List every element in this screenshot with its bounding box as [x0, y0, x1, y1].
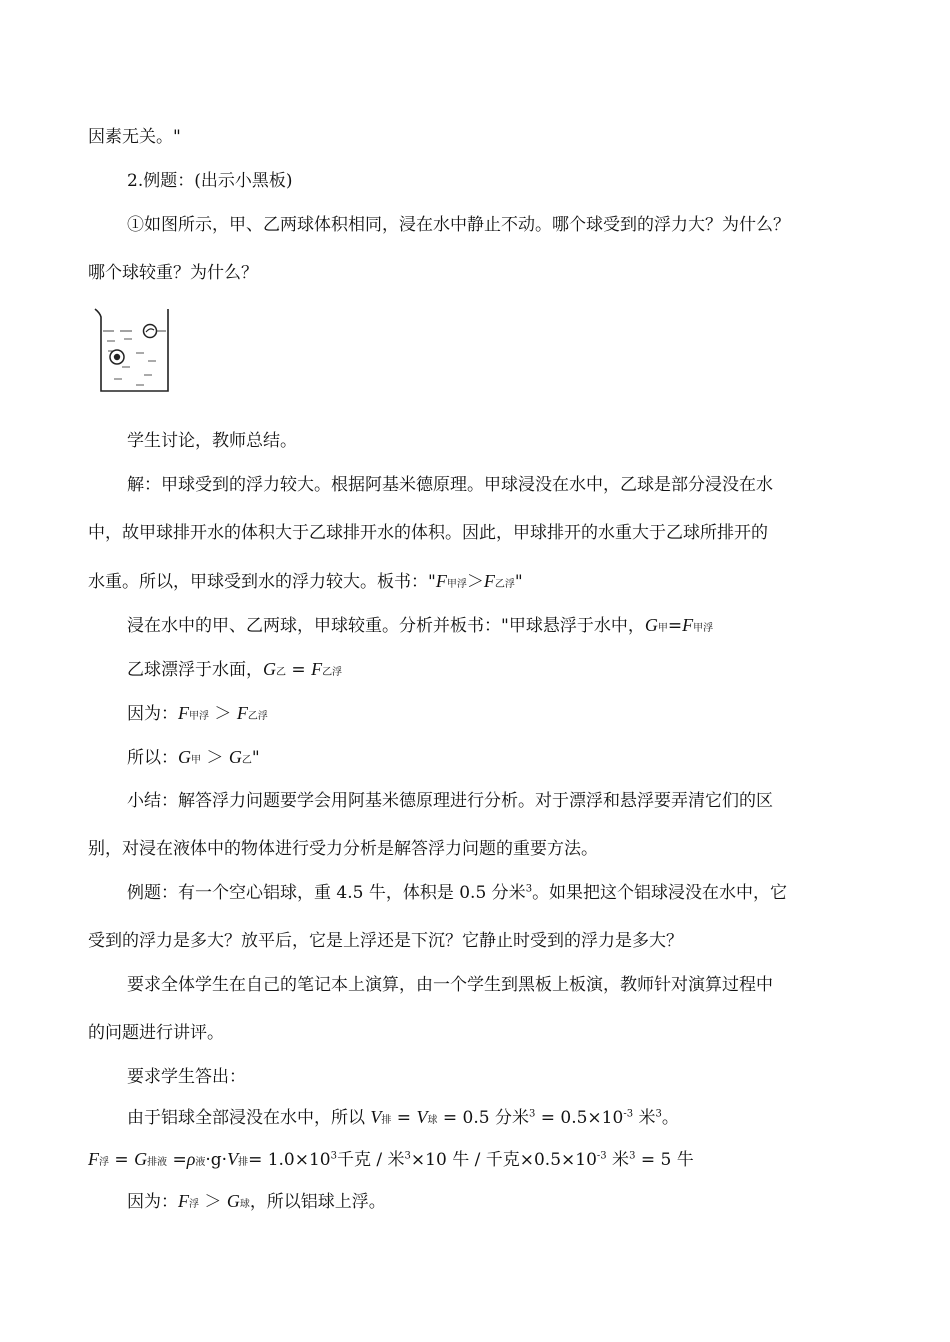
- text-line: 因素无关。": [88, 127, 181, 147]
- weight-symbol: G: [226, 1191, 240, 1211]
- text: = 0.5 分米: [437, 1108, 529, 1128]
- subscript: 甲: [191, 755, 201, 766]
- subscript: 乙浮: [247, 711, 268, 722]
- text: 所以：: [127, 748, 178, 768]
- subscript: 浮: [99, 1157, 109, 1168]
- subscript: 乙: [276, 667, 286, 678]
- superscript: 3: [330, 1150, 337, 1162]
- text: ": [251, 748, 260, 768]
- superscript: 3: [655, 1108, 662, 1120]
- text: 由于铝球全部浸没在水中，所以: [127, 1108, 371, 1128]
- force-symbol: F: [88, 1149, 99, 1169]
- text-line: 要求全体学生在自己的笔记本上演算，由一个学生到黑板上板演，教师针对演算过程中: [127, 975, 773, 995]
- force-symbol: F: [311, 659, 323, 679]
- subscript: 球: [239, 1199, 250, 1210]
- operator: =: [109, 1150, 135, 1170]
- operator: =: [667, 616, 683, 636]
- text: 。: [661, 1108, 679, 1128]
- subscript: 乙: [241, 755, 252, 766]
- operator: ＞: [199, 1192, 227, 1212]
- superscript: 3: [528, 1108, 536, 1120]
- operator: ＞: [209, 704, 237, 724]
- question-line: ①如图所示，甲、乙两球体积相同，浸在水中静止不动。哪个球受到的浮力大？为什么？: [127, 215, 790, 235]
- question-line: 哪个球较重？为什么？: [88, 263, 258, 283]
- operator: ＞: [466, 572, 484, 592]
- weight-symbol: G: [134, 1149, 148, 1169]
- text: 米: [606, 1150, 630, 1170]
- text: 例题：有一个空心铝球，重 4.5 牛，体积是 0.5 分米: [127, 883, 526, 903]
- force-symbol: F: [435, 571, 447, 591]
- solution-line: 解：甲球受到的浮力较大。根据阿基米德原理。甲球浸没在水中，乙球是部分浸没在水: [127, 475, 773, 495]
- summary-line: 小结：解答浮力问题要学会用阿基米德原理进行分析。对于漂浮和悬浮要弄清它们的区: [127, 791, 773, 811]
- subscript: 排: [238, 1157, 249, 1168]
- beaker-diagram: [92, 305, 174, 397]
- text: 水重。所以，甲球受到水的浮力较大。板书：": [88, 572, 436, 592]
- operator: =: [286, 660, 312, 680]
- text: 。如果把这个铝球浸没在水中，它: [532, 883, 788, 903]
- volume-symbol: V: [416, 1107, 428, 1127]
- text: 浸在水中的甲、乙两球，甲球较重。分析并板书："甲球悬浮于水中，: [127, 616, 645, 636]
- superscript: 3: [525, 883, 533, 895]
- weight-symbol: G: [178, 747, 191, 767]
- text: = 1.0×10: [248, 1150, 331, 1170]
- force-symbol: F: [682, 615, 694, 635]
- example-line: [127, 882, 787, 904]
- force-symbol: F: [178, 1191, 189, 1211]
- text: 因为：: [127, 1192, 178, 1212]
- superscript: -3: [596, 1150, 607, 1162]
- text: 因为：: [127, 704, 178, 724]
- subscript: 球: [427, 1115, 438, 1126]
- superscript: 3: [404, 1150, 411, 1162]
- text-line: [127, 614, 713, 640]
- text: 米: [633, 1108, 656, 1128]
- subscript: 乙浮: [322, 667, 343, 678]
- text-line: 的问题进行讲评。: [88, 1023, 224, 1043]
- operator: =: [391, 1108, 417, 1128]
- subscript: 排: [381, 1115, 392, 1126]
- text: 乙球漂浮于水面，: [127, 660, 263, 680]
- text: ·g·: [205, 1150, 228, 1170]
- equation-line: [88, 1148, 694, 1174]
- superscript: -3: [623, 1108, 634, 1120]
- subscript: 乙浮: [494, 579, 515, 590]
- density-symbol: ρ: [186, 1149, 196, 1169]
- equation-line: [127, 702, 268, 728]
- weight-symbol: G: [644, 615, 658, 635]
- equation-line: [127, 1190, 386, 1216]
- volume-symbol: V: [227, 1149, 239, 1169]
- subscript: 排液: [147, 1157, 168, 1168]
- summary-line: 别，对浸在液体中的物体进行受力分析是解答浮力问题的重要方法。: [88, 839, 598, 859]
- text: ": [514, 572, 523, 592]
- example-heading: 2.例题：(出示小黑板): [127, 171, 293, 191]
- operator: =: [167, 1150, 187, 1170]
- example-line: 受到的浮力是多大？放平后，它是上浮还是下沉？它静止时受到的浮力是多大？: [88, 931, 683, 951]
- equation-line: [127, 658, 342, 684]
- superscript: 3: [629, 1150, 636, 1162]
- force-symbol: F: [483, 571, 495, 591]
- weight-symbol: G: [263, 659, 276, 679]
- force-symbol: F: [236, 703, 248, 723]
- solution-line: [88, 570, 523, 596]
- text-line: 学生讨论，教师总结。: [127, 431, 297, 451]
- text: ×10 牛 / 千克×0.5×10: [410, 1150, 597, 1170]
- subscript: 甲浮: [693, 623, 714, 634]
- subscript: 甲: [657, 623, 668, 634]
- text: = 5 牛: [635, 1150, 694, 1170]
- text: ，所以铝球上浮。: [249, 1192, 386, 1212]
- text: 千克 / 米: [337, 1150, 405, 1170]
- subscript: 液: [195, 1157, 206, 1168]
- subscript: 浮: [189, 1199, 199, 1210]
- force-symbol: F: [178, 703, 189, 723]
- subscript: 甲浮: [446, 579, 467, 590]
- text-line: 要求学生答出：: [127, 1067, 246, 1087]
- operator: ＞: [201, 748, 229, 768]
- volume-symbol: V: [370, 1107, 382, 1127]
- text: = 0.5×10: [535, 1108, 624, 1128]
- weight-symbol: G: [228, 747, 242, 767]
- subscript: 甲浮: [189, 711, 209, 722]
- equation-line: [127, 746, 260, 772]
- solution-line: 中，故甲球排开水的体积大于乙球排开水的体积。因此，甲球排开的水重大于乙球所排开的: [88, 523, 768, 543]
- equation-line: [127, 1106, 679, 1132]
